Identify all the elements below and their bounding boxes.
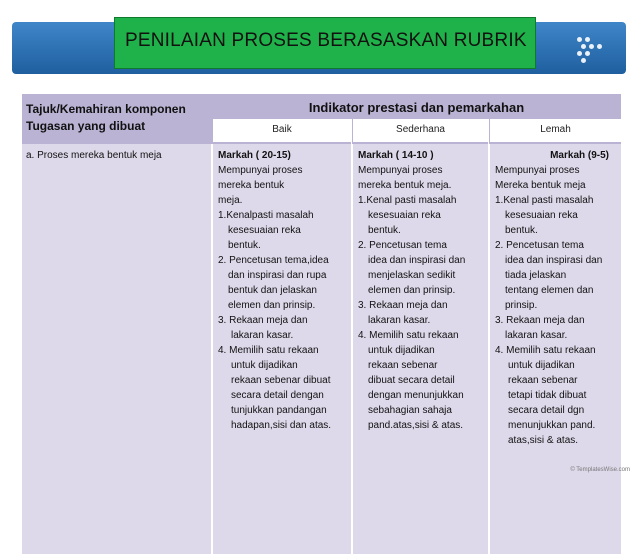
title-box <box>114 17 536 69</box>
header-indicator: Indikator prestasi dan pemarkahan <box>308 100 525 115</box>
row-label: a. Proses mereka bentuk meja <box>26 150 162 161</box>
column-divider <box>351 144 353 554</box>
dots-decoration-icon <box>575 35 605 65</box>
cell-lemah: Markah (9-5) Mempunyai proses Mereka bentuk meja 1.Kenal pasti masalah kesesuaian reka bentuk. 2. Pencetusan tema idea dan inspirasi dan tiada jelaskan tentang elemen dan prinsip. 3. Rekaan meja dan lakaran kasar. 4. Memilih satu rekaan untuk dijadikan rekaan sebenar tetapi tidak dibuat secara detail dgn menunjukkan pand. atas,sisi & atas. <box>495 150 609 446</box>
cell-sederhana: Markah ( 14-10 ) Mempunyai proses mereka bentuk meja. 1.Kenal pasti masalah kesesuaian reka bentuk. 2. Pencetusan tema idea dan inspirasi dan menjelaskan sedikit elemen dan prinsip. 3. Rekaan meja dan lakaran kasar. 4. Memilih satu rekaan untuk dijadikan rekaan sebenar dibuat secara detail dengan menunjukkan sebahagian sahaja pand.atas,sisi & atas. <box>358 150 466 431</box>
watermark: © TemplatesWise.com <box>570 467 630 473</box>
column-divider <box>488 144 490 554</box>
level-lemah: Lemah <box>490 119 621 142</box>
level-sederhana: Sederhana <box>353 119 488 142</box>
header-divider <box>351 119 352 144</box>
header-divider <box>488 119 489 144</box>
column-divider <box>211 144 213 554</box>
cell-baik: Markah ( 20-15) Mempunyai proses mereka bentuk meja. 1.Kenalpasti masalah kesesuaian reka bentuk. 2. Pencetusan tema,idea dan inspirasi dan rupa bentuk dan jelaskan elemen dan prinsip. 3. Rekaan meja dan lakaran kasar. 4. Memilih satu rekaan untuk dijadikan rekaan sebenar dibuat secara detail dengan tunjukkan pandangan hadapan,sisi dan atas. <box>218 150 332 431</box>
page-title: PENILAIAN PROSES BERASASKAN RUBRIK <box>125 30 527 51</box>
header-component: Tajuk/Kemahiran komponen Tugasan yang dibuat <box>26 102 186 133</box>
level-baik: Baik <box>213 119 351 142</box>
table-row <box>22 144 621 554</box>
